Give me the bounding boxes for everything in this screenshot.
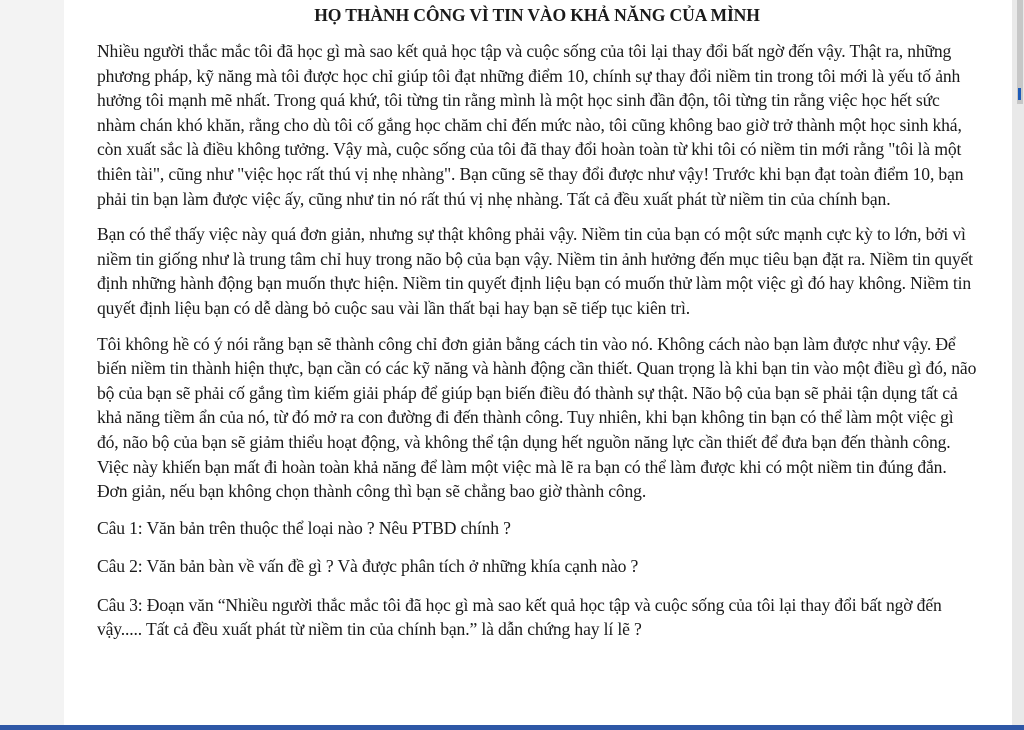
question-2: Câu 2: Văn bản bàn về vấn đề gì ? Và được phân tích ở những khía cạnh nào ?	[97, 556, 639, 577]
scroll-position-marker	[1018, 88, 1021, 100]
document-content	[97, 0, 977, 642]
paragraph-3: Tôi không hề có ý nói rằng bạn sẽ thành công chỉ đơn giản bằng cách tin vào nó. Không cách nào bạn làm được như vậy. Để biến niềm tin thành hiện thực, bạn cần có các kỹ năng và hành động cần thiết. Quan trọng là khi bạn tin vào một điều gì đó, não bộ của bạn sẽ phải cố gắng tìm kiếm giải pháp để giúp bạn biến điều đó thành sự thật. Não bộ của bạn sẽ phải tận dụng tất cả khả năng tiềm ẩn của nó, từ đó mở ra con đường đi đến thành công. Tuy nhiên, khi bạn không tin bạn có thể làm một việc gì đó, não bộ của bạn sẽ giảm thiểu hoạt động, và không thể tận dụng hết nguồn năng lực cần thiết để đưa bạn đến thành công. Việc này khiến bạn mất đi hoàn toàn khả năng để làm một việc mà lẽ ra bạn có thể làm được khi có một niềm tin đúng đắn. Đơn giản, nếu bạn không chọn thành công thì bạn sẽ chẳng bao giờ thành công.	[97, 333, 977, 502]
vertical-scrollbar[interactable]	[1012, 0, 1024, 730]
paragraph-1: Nhiều người thắc mắc tôi đã học gì mà sao kết quả học tập và cuộc sống của tôi lại thay đổi bất ngờ đến vậy. Thật ra, những phương pháp, kỹ năng mà tôi được học chỉ giúp tôi đạt những điểm 10, chính sự thay đổi niềm tin trong tôi mới là yếu tố ảnh hưởng tôi mạnh mẽ nhất. Trong quá khứ, tôi từng tin rằng mình là một học sinh đần độn, tôi từng tin rằng việc học hết sức nhàm chán khó khăn, rằng cho dù tôi cố gắng học chăm chỉ đến mức nào, tôi cũng không bao giờ trở thành một học sinh khá, còn xuất sắc là điều không tưởng. Vậy mà, cuộc sống của tôi đã thay đổi hoàn toàn từ khi tôi có niềm tin mới rằng "tôi là một thiên tài", cũng như "việc học rất thú vị nhẹ nhàng". Bạn cũng sẽ thay đổi được như vậy! Trước khi bạn đạt toàn điểm 10, bạn phải tin bạn làm được việc ấy, cũng như tin nó rất thú vị nhẹ nhàng. Tất cả đều xuất phát từ niềm tin của chính bạn.	[97, 41, 964, 209]
question-3: Câu 3: Đoạn văn “Nhiều người thắc mắc tôi đã học gì mà sao kết quả học tập và cuộc sống của tôi lại thay đổi bất ngờ đến vậy..... Tất cả đều xuất phát từ niềm tin của chính bạn.” là dẫn chứng hay lí lẽ ?	[97, 594, 942, 640]
document-title: HỌ THÀNH CÔNG VÌ TIN VÀO KHẢ NĂNG CỦA MÌNH	[314, 5, 760, 25]
taskbar-strip	[0, 725, 1024, 730]
question-1: Câu 1: Văn bản trên thuộc thể loại nào ? Nêu PTBD chính ?	[97, 517, 511, 538]
document-page	[64, 0, 1012, 730]
paragraph-2: Bạn có thể thấy việc này quá đơn giản, nhưng sự thật không phải vậy. Niềm tin của bạn có một sức mạnh cực kỳ to lớn, bởi vì niềm tin giống như là trung tâm chỉ huy trong não bộ của bạn vậy. Niềm tin ảnh hưởng đến mục tiêu bạn đặt ra. Niềm tin quyết định những hành động bạn muốn thực hiện. Niềm tin quyết định liệu bạn có muốn thử làm một việc gì đó hay không. Niềm tin quyết định liệu bạn có dễ dàng bỏ cuộc sau vài lần thất bại hay bạn sẽ tiếp tục kiên trì.	[97, 224, 973, 318]
